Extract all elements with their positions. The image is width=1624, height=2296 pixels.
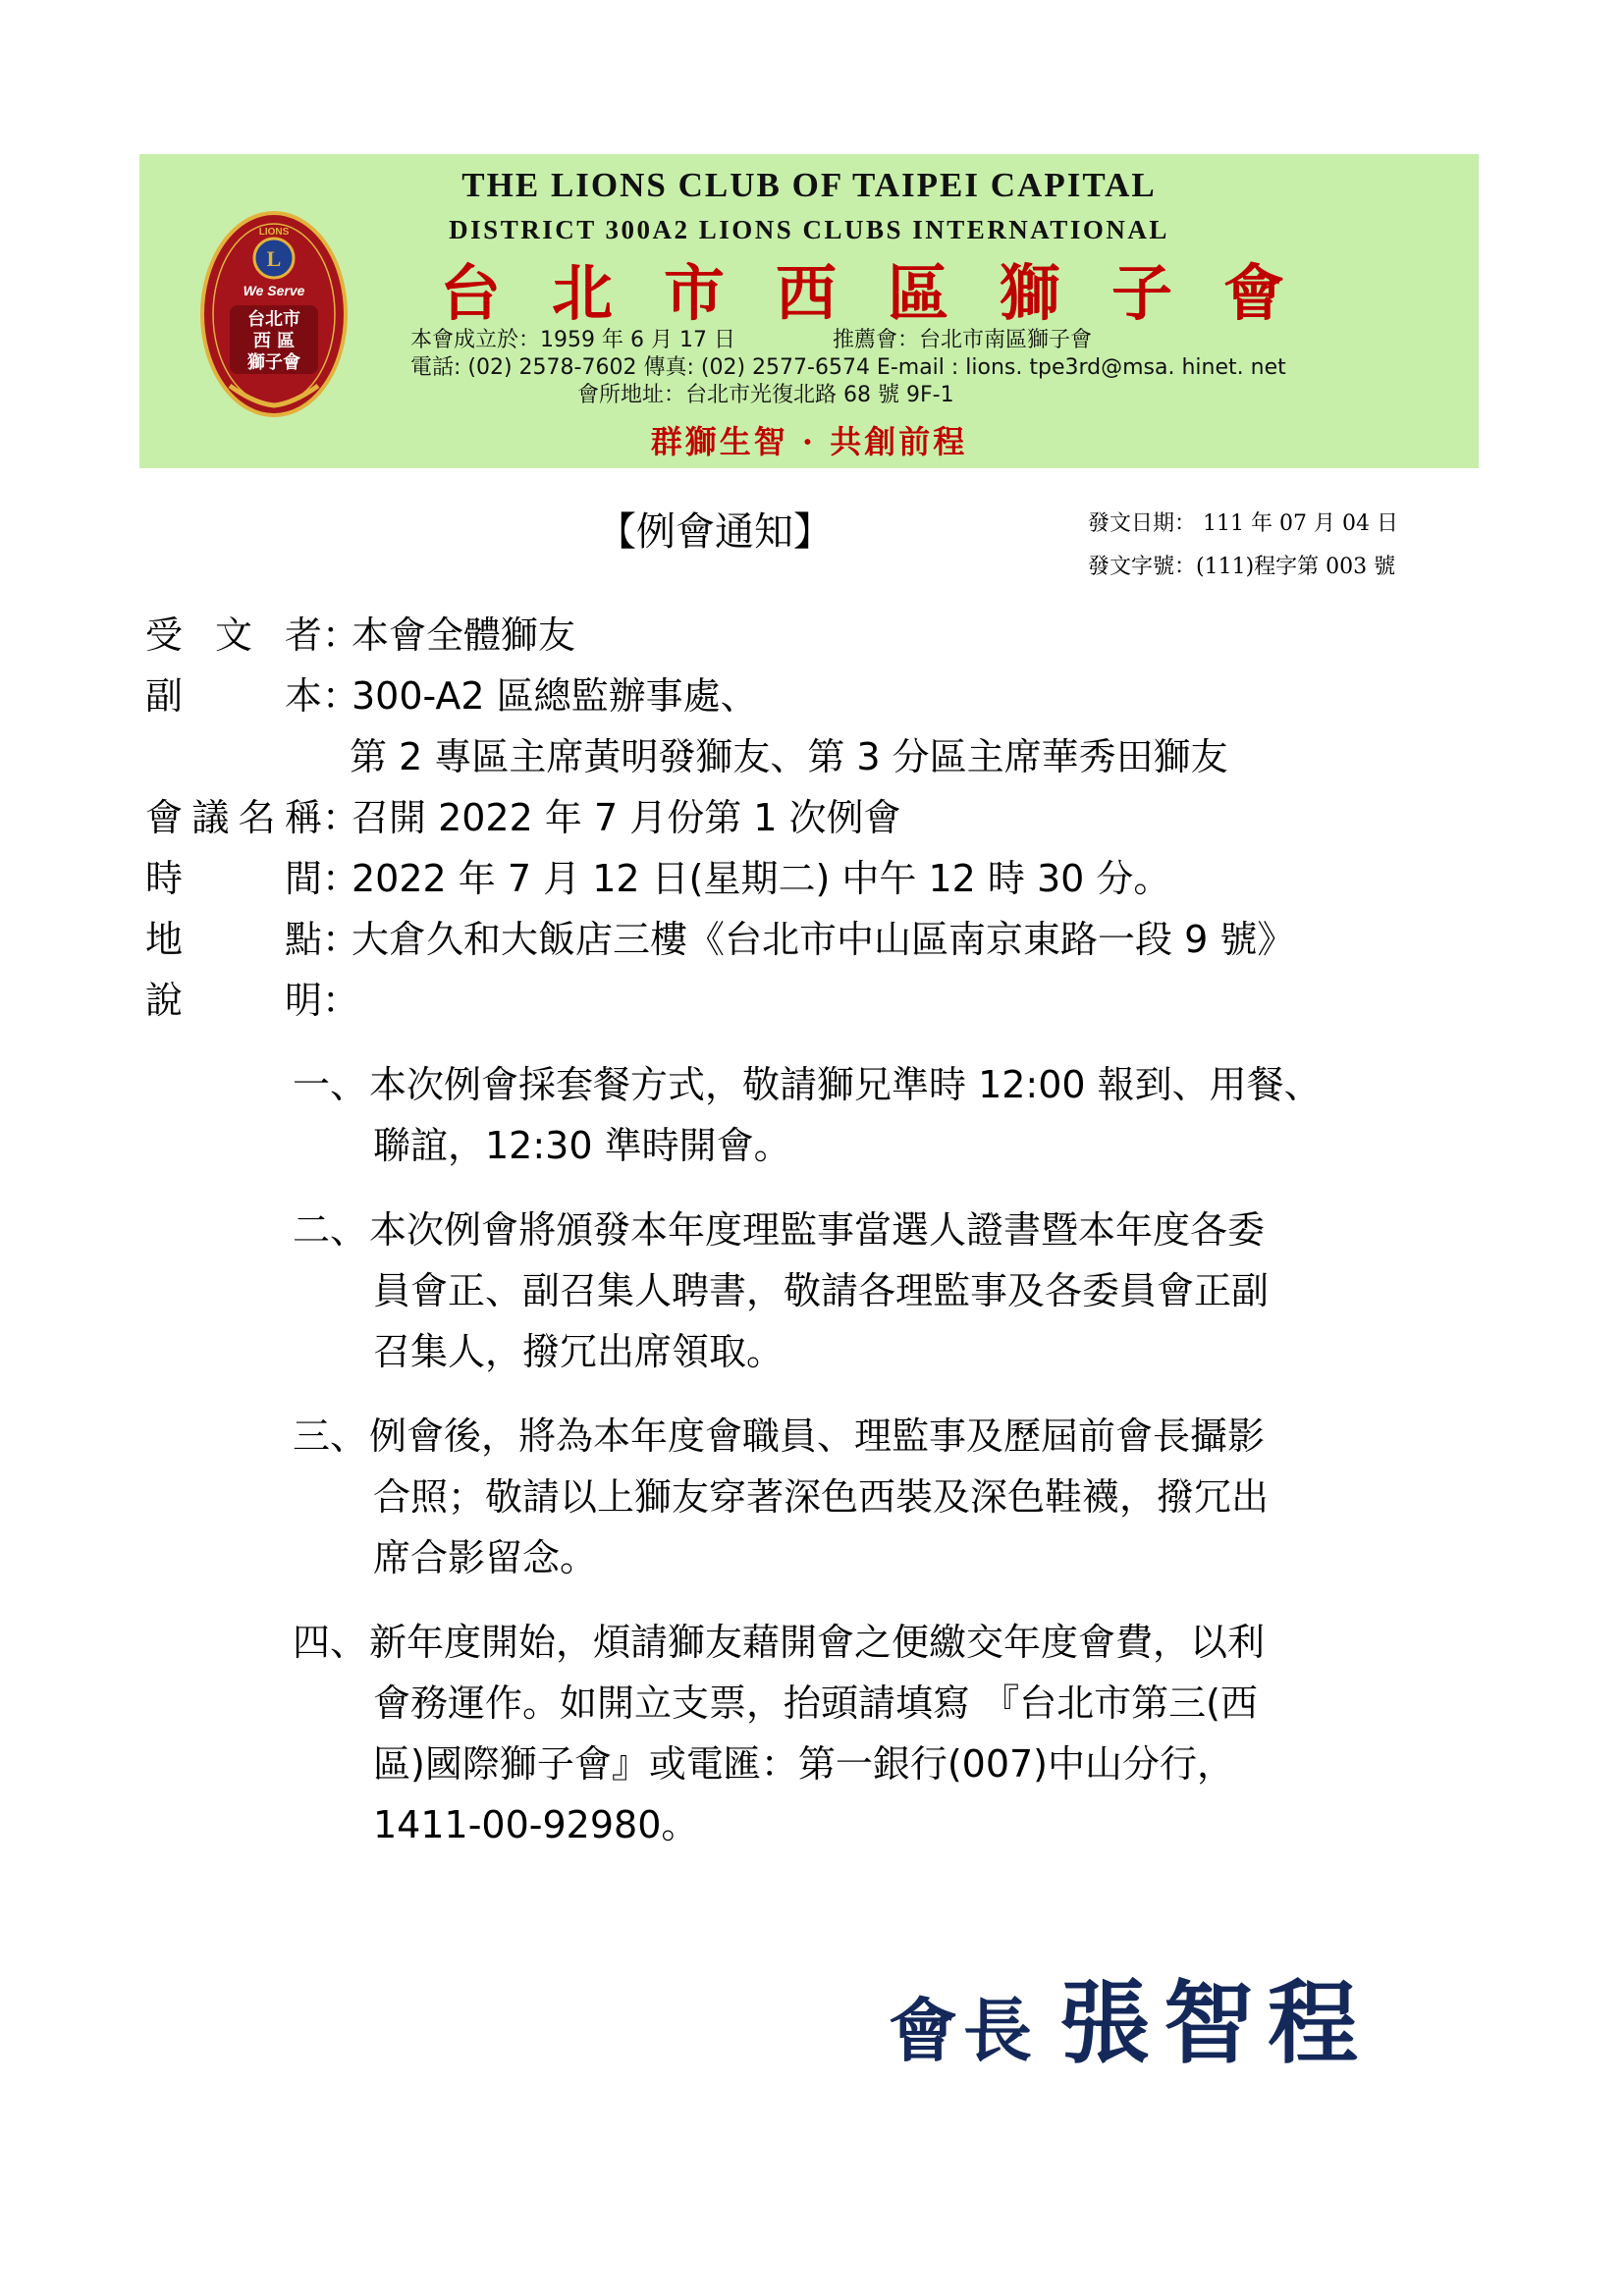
- logo-top-text: LIONS: [258, 227, 290, 238]
- item-line: 1411-00-92980。: [373, 1803, 699, 1846]
- field-colon: ：: [322, 979, 360, 1022]
- field-value: 2022 年 7 月 12 日(星期二) 中午 12 時 30 分。: [352, 857, 1171, 900]
- field-value: 300-A2 區總監辦事處、: [352, 674, 758, 718]
- field-location: [145, 918, 1295, 961]
- field-value: 召開 2022 年 7 月份第 1 次例會: [352, 796, 901, 839]
- field-copy-continuation: 第 2 專區主席黃明發獅友、第 3 分區主席華秀田獅友: [350, 735, 1228, 778]
- club-address: 會所地址：台北市光復北路 68 號 9F-1: [577, 383, 954, 407]
- field-colon: ：: [322, 796, 360, 839]
- logo-motto: We Serve: [243, 283, 305, 298]
- issue-date: 發文日期： 111 年 07 月 04 日: [1088, 511, 1398, 536]
- item-line: 區)國際獅子會』或電匯：第一銀行(007)中山分行，: [373, 1742, 1235, 1786]
- field-label: 說明: [145, 979, 322, 1022]
- president-signature: [889, 1951, 1372, 2081]
- field-recipient: [145, 614, 576, 657]
- field-time: [145, 857, 1171, 900]
- item-line: 員會正、副召集人聘書，敬請各理監事及各委員會正副: [373, 1269, 1270, 1312]
- field-colon: ：: [322, 674, 360, 718]
- item-line: 席合影留念。: [373, 1536, 598, 1579]
- logo-name-line-1: 台北市: [247, 309, 300, 330]
- club-name-chinese: 台北市西區獅子會: [440, 257, 1336, 329]
- signature-title: 會長: [889, 1990, 1038, 2071]
- field-copy: [145, 674, 758, 718]
- field-colon: ：: [322, 614, 360, 657]
- field-colon: ：: [322, 918, 360, 961]
- signature-name: 張智程: [1059, 1970, 1373, 2076]
- item-marker: 二、: [293, 1208, 368, 1252]
- field-colon: ：: [322, 857, 360, 900]
- field-label: 會議名稱: [145, 796, 322, 839]
- club-name-english: THE LIONS CLUB OF TAIPEI CAPITAL: [461, 166, 1157, 204]
- emblem-letter: L: [266, 246, 282, 271]
- item-line: 新年度開始，煩請獅友藉開會之便繳交年度會費，以利: [369, 1621, 1266, 1664]
- club-slogan: 群獅生智 · 共創前程: [650, 423, 968, 460]
- field-label: 副本: [145, 674, 322, 718]
- sponsor-club: 推薦會：台北市南區獅子會: [833, 328, 1093, 352]
- item-line: 合照；敬請以上獅友穿著深色西裝及深色鞋襪，撥冗出: [373, 1475, 1270, 1519]
- item-line: 會務運作。如開立支票，抬頭請填寫 『台北市第三(西: [373, 1682, 1258, 1725]
- issue-number: 發文字號：(111)程字第 003 號: [1088, 555, 1396, 579]
- item-line: 召集人，撥冗出席領取。: [373, 1330, 785, 1373]
- founded-date: 本會成立於：1959 年 6 月 17 日: [410, 328, 735, 352]
- item-marker: 三、: [293, 1415, 368, 1458]
- item-line: 本次例會採套餐方式，敬請獅兄準時 12:00 報到、用餐、: [369, 1063, 1322, 1106]
- field-explanation: [145, 979, 360, 1022]
- field-meeting-name: [145, 796, 901, 839]
- notice-title: 【例會通知】: [597, 509, 833, 555]
- item-marker: 一、: [293, 1063, 368, 1106]
- field-value: 本會全體獅友: [352, 614, 576, 657]
- contact-info: 電話: (02) 2578-7602 傳真: (02) 2577-6574 E-mail : lions. tpe3rd@msa. hinet. net: [410, 355, 1286, 380]
- item-line: 聯誼，12:30 準時開會。: [373, 1124, 791, 1167]
- logo-name-line-2: 西 區: [252, 331, 296, 351]
- field-value: 大倉久和大飯店三樓《台北市中山區南京東路一段 9 號》: [352, 918, 1295, 961]
- letterhead: [139, 154, 1479, 468]
- item-line: 本次例會將頒發本年度理監事當選人證書暨本年度各委: [369, 1208, 1266, 1252]
- field-label: 受文者: [145, 614, 322, 657]
- logo-name-line-3: 獅子會: [247, 352, 300, 373]
- field-label: 時間: [145, 857, 322, 900]
- district-name-english: DISTRICT 300A2 LIONS CLUBS INTERNATIONAL: [449, 215, 1169, 244]
- field-label: 地點: [145, 918, 322, 961]
- item-marker: 四、: [293, 1621, 368, 1664]
- item-line: 例會後，將為本年度會職員、理監事及歷屆前會長攝影: [369, 1415, 1266, 1458]
